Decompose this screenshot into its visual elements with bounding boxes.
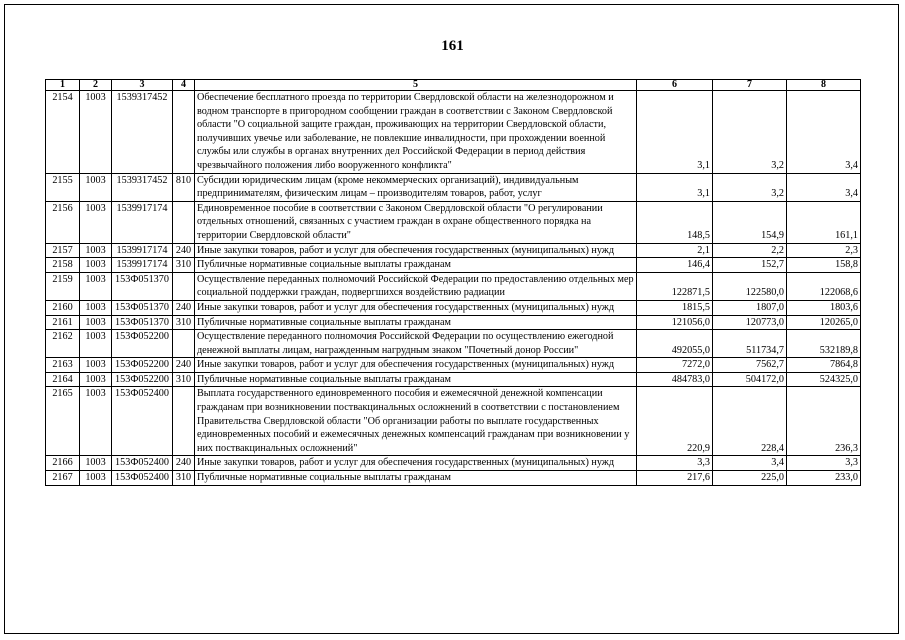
description-cell: Единовременное пособие в соответствии с Законом Свердловской области "О регулировании отдельных отношений, связанных с участием граждан в охране общественного порядка на территории Свердловской области" xyxy=(195,201,637,243)
amount-col8-cell: 122068,6 xyxy=(787,272,861,300)
expense-type-cell: 310 xyxy=(173,258,195,273)
table-row xyxy=(46,456,861,471)
column-header: 4 xyxy=(173,80,195,91)
row-number-cell: 2164 xyxy=(46,372,80,387)
amount-col8-cell: 120265,0 xyxy=(787,315,861,330)
amount-col7-cell: 511734,7 xyxy=(713,330,787,358)
section-code-cell: 1003 xyxy=(80,243,112,258)
amount-col6-cell: 148,5 xyxy=(637,201,713,243)
target-code-cell: 1539917174 xyxy=(112,243,173,258)
amount-col7-cell: 7562,7 xyxy=(713,358,787,373)
description-cell: Обеспечение бесплатного проезда по территории Свердловской области на железнодорожном и водном транспорте в пригородном сообщении граждан в соответствии с Законом Свердловской области "О социальной защите граждан, проживающих на территории Свердловской области, получивших увечье или заболевание, не повлекшие инвалидности, при прохождении военной службы или службы в органах внутренних дел Российской Федерации в период действия чрезвычайного положения либо вооруженного конфликта" xyxy=(195,91,637,174)
column-header: 6 xyxy=(637,80,713,91)
row-number-cell: 2166 xyxy=(46,456,80,471)
expense-type-cell xyxy=(173,91,195,174)
table-row xyxy=(46,387,861,456)
header-row xyxy=(46,80,861,91)
table-row xyxy=(46,173,861,201)
target-code-cell: 153Ф052400 xyxy=(112,456,173,471)
amount-col7-cell: 3,4 xyxy=(713,456,787,471)
amount-col6-cell: 3,1 xyxy=(637,91,713,174)
amount-col8-cell: 7864,8 xyxy=(787,358,861,373)
expense-type-cell: 310 xyxy=(173,372,195,387)
amount-col6-cell: 2,1 xyxy=(637,243,713,258)
amount-col8-cell: 2,3 xyxy=(787,243,861,258)
section-code-cell: 1003 xyxy=(80,91,112,174)
amount-col6-cell: 3,1 xyxy=(637,173,713,201)
target-code-cell: 153Ф052400 xyxy=(112,387,173,456)
table-row xyxy=(46,258,861,273)
target-code-cell: 153Ф051370 xyxy=(112,272,173,300)
expense-type-cell xyxy=(173,387,195,456)
table-row xyxy=(46,201,861,243)
section-code-cell: 1003 xyxy=(80,272,112,300)
table-row xyxy=(46,272,861,300)
amount-col8-cell: 3,4 xyxy=(787,173,861,201)
description-cell: Иные закупки товаров, работ и услуг для обеспечения государственных (муниципальных) нужд xyxy=(195,300,637,315)
expense-type-cell xyxy=(173,272,195,300)
target-code-cell: 153Ф051370 xyxy=(112,315,173,330)
row-number-cell: 2157 xyxy=(46,243,80,258)
description-cell: Публичные нормативные социальные выплаты гражданам xyxy=(195,372,637,387)
amount-col7-cell: 504172,0 xyxy=(713,372,787,387)
amount-col6-cell: 492055,0 xyxy=(637,330,713,358)
expense-type-cell: 240 xyxy=(173,300,195,315)
target-code-cell: 153Ф052400 xyxy=(112,471,173,486)
target-code-cell: 153Ф052200 xyxy=(112,372,173,387)
amount-col7-cell: 3,2 xyxy=(713,91,787,174)
amount-col7-cell: 1807,0 xyxy=(713,300,787,315)
amount-col6-cell: 220,9 xyxy=(637,387,713,456)
amount-col6-cell: 1815,5 xyxy=(637,300,713,315)
target-code-cell: 1539317452 xyxy=(112,173,173,201)
section-code-cell: 1003 xyxy=(80,471,112,486)
expense-type-cell: 310 xyxy=(173,315,195,330)
column-header: 2 xyxy=(80,80,112,91)
description-cell: Публичные нормативные социальные выплаты гражданам xyxy=(195,315,637,330)
amount-col7-cell: 3,2 xyxy=(713,173,787,201)
description-cell: Осуществление переданного полномочия Российской Федерации по осуществлению ежегодной денежной выплаты лицам, награжденным нагрудным знаком "Почетный донор России" xyxy=(195,330,637,358)
target-code-cell: 153Ф051370 xyxy=(112,300,173,315)
amount-col6-cell: 7272,0 xyxy=(637,358,713,373)
expense-type-cell: 240 xyxy=(173,243,195,258)
row-number-cell: 2160 xyxy=(46,300,80,315)
expense-type-cell: 310 xyxy=(173,471,195,486)
table-row xyxy=(46,358,861,373)
table-row xyxy=(46,471,861,486)
description-cell: Иные закупки товаров, работ и услуг для обеспечения государственных (муниципальных) нужд xyxy=(195,456,637,471)
description-cell: Осуществление переданных полномочий Российской Федерации по предоставлению отдельных мер социальной поддержки граждан, подвергшихся воздействию радиации xyxy=(195,272,637,300)
section-code-cell: 1003 xyxy=(80,330,112,358)
amount-col7-cell: 154,9 xyxy=(713,201,787,243)
amount-col6-cell: 121056,0 xyxy=(637,315,713,330)
row-number-cell: 2156 xyxy=(46,201,80,243)
amount-col6-cell: 217,6 xyxy=(637,471,713,486)
amount-col7-cell: 152,7 xyxy=(713,258,787,273)
amount-col7-cell: 225,0 xyxy=(713,471,787,486)
column-header: 3 xyxy=(112,80,173,91)
row-number-cell: 2167 xyxy=(46,471,80,486)
expense-type-cell: 810 xyxy=(173,173,195,201)
amount-col8-cell: 233,0 xyxy=(787,471,861,486)
row-number-cell: 2158 xyxy=(46,258,80,273)
expense-type-cell xyxy=(173,201,195,243)
table-row xyxy=(46,300,861,315)
amount-col8-cell: 236,3 xyxy=(787,387,861,456)
description-cell: Выплата государственного единовременного пособия и ежемесячной денежной компенсации гражданам при возникновении поствакцинальных осложнений в соответствии с постановлением Правительства Свердловской области "Об организации работы по выплате государственных единовременных пособий и ежемесячных денежных компенсаций гражданам при возникновении у них поствакцинальных осложнений" xyxy=(195,387,637,456)
amount-col8-cell: 158,8 xyxy=(787,258,861,273)
expense-type-cell: 240 xyxy=(173,358,195,373)
description-cell: Публичные нормативные социальные выплаты гражданам xyxy=(195,471,637,486)
amount-col6-cell: 484783,0 xyxy=(637,372,713,387)
section-code-cell: 1003 xyxy=(80,201,112,243)
expense-type-cell: 240 xyxy=(173,456,195,471)
amount-col8-cell: 3,4 xyxy=(787,91,861,174)
row-number-cell: 2162 xyxy=(46,330,80,358)
description-cell: Публичные нормативные социальные выплаты гражданам xyxy=(195,258,637,273)
table-row xyxy=(46,243,861,258)
section-code-cell: 1003 xyxy=(80,358,112,373)
amount-col8-cell: 1803,6 xyxy=(787,300,861,315)
table-row xyxy=(46,330,861,358)
budget-table xyxy=(45,79,861,486)
description-cell: Иные закупки товаров, работ и услуг для обеспечения государственных (муниципальных) нужд xyxy=(195,358,637,373)
amount-col8-cell: 532189,8 xyxy=(787,330,861,358)
row-number-cell: 2154 xyxy=(46,91,80,174)
amount-col6-cell: 146,4 xyxy=(637,258,713,273)
amount-col6-cell: 122871,5 xyxy=(637,272,713,300)
table-row xyxy=(46,372,861,387)
amount-col8-cell: 524325,0 xyxy=(787,372,861,387)
target-code-cell: 153Ф052200 xyxy=(112,358,173,373)
section-code-cell: 1003 xyxy=(80,387,112,456)
row-number-cell: 2165 xyxy=(46,387,80,456)
amount-col7-cell: 2,2 xyxy=(713,243,787,258)
section-code-cell: 1003 xyxy=(80,258,112,273)
section-code-cell: 1003 xyxy=(80,456,112,471)
section-code-cell: 1003 xyxy=(80,300,112,315)
target-code-cell: 1539917174 xyxy=(112,258,173,273)
column-header: 1 xyxy=(46,80,80,91)
amount-col7-cell: 120773,0 xyxy=(713,315,787,330)
row-number-cell: 2163 xyxy=(46,358,80,373)
row-number-cell: 2159 xyxy=(46,272,80,300)
amount-col8-cell: 3,3 xyxy=(787,456,861,471)
column-header: 7 xyxy=(713,80,787,91)
expense-type-cell xyxy=(173,330,195,358)
row-number-cell: 2155 xyxy=(46,173,80,201)
column-header: 8 xyxy=(787,80,861,91)
page-number: 161 xyxy=(441,38,464,54)
target-code-cell: 1539317452 xyxy=(112,91,173,174)
amount-col8-cell: 161,1 xyxy=(787,201,861,243)
amount-col6-cell: 3,3 xyxy=(637,456,713,471)
row-number-cell: 2161 xyxy=(46,315,80,330)
target-code-cell: 1539917174 xyxy=(112,201,173,243)
section-code-cell: 1003 xyxy=(80,173,112,201)
section-code-cell: 1003 xyxy=(80,315,112,330)
column-header: 5 xyxy=(195,80,637,91)
target-code-cell: 153Ф052200 xyxy=(112,330,173,358)
table-row xyxy=(46,315,861,330)
table-row xyxy=(46,91,861,174)
section-code-cell: 1003 xyxy=(80,372,112,387)
description-cell: Иные закупки товаров, работ и услуг для обеспечения государственных (муниципальных) нужд xyxy=(195,243,637,258)
amount-col7-cell: 228,4 xyxy=(713,387,787,456)
description-cell: Субсидии юридическим лицам (кроме некоммерческих организаций), индивидуальным предпринимателям, физическим лицам – производителям товаров, работ, услуг xyxy=(195,173,637,201)
amount-col7-cell: 122580,0 xyxy=(713,272,787,300)
